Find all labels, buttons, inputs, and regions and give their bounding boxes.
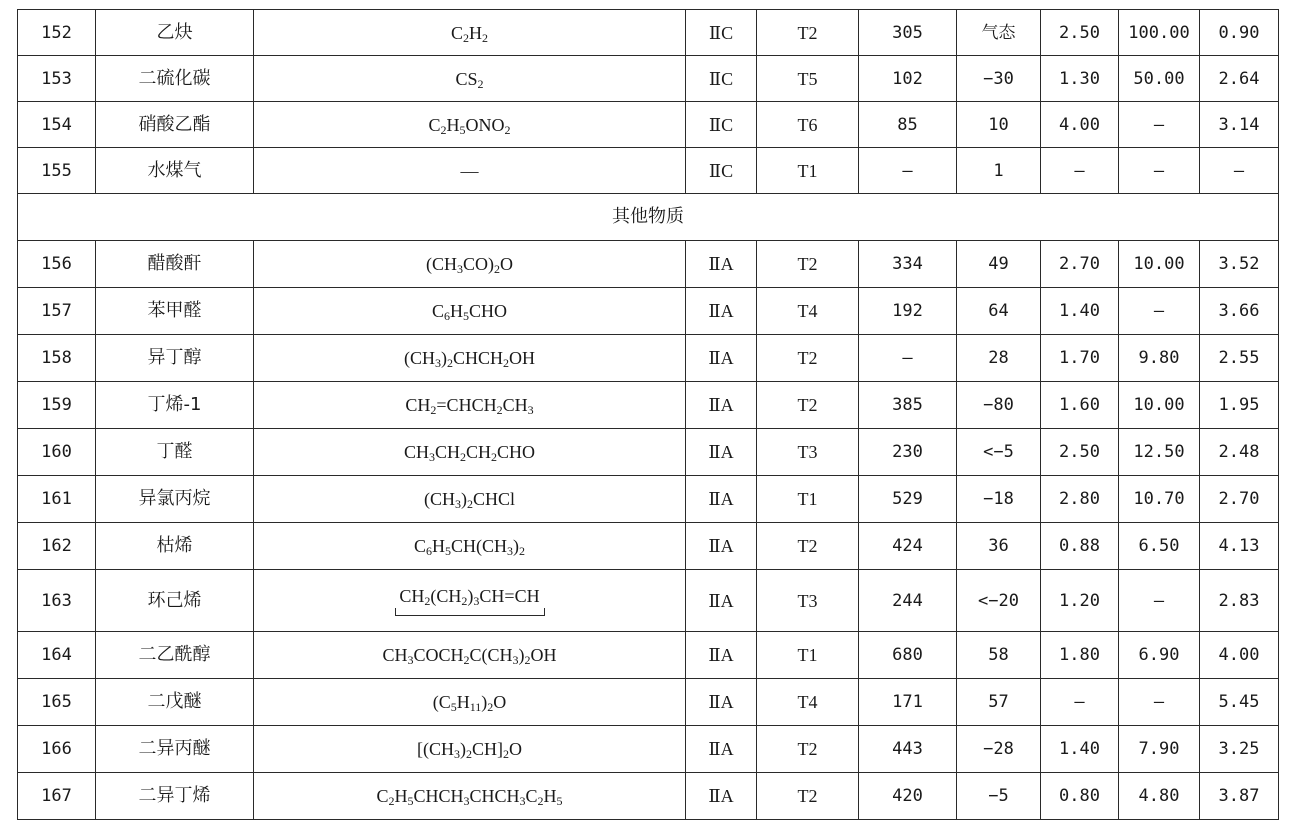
gas-group: ⅡA bbox=[686, 570, 757, 632]
value-col-7: 1.80 bbox=[1041, 632, 1119, 679]
temperature-class: T3 bbox=[757, 570, 859, 632]
table-row bbox=[18, 288, 1279, 335]
value-col-6: 气态 bbox=[957, 10, 1041, 56]
value-col-5: 102 bbox=[859, 56, 957, 102]
chemical-formula: $C_6H_5CHO$ bbox=[254, 288, 686, 335]
table-row bbox=[18, 382, 1279, 429]
value-col-7: 1.40 bbox=[1041, 288, 1119, 335]
value-col-8: 7.90 bbox=[1119, 726, 1200, 773]
value-col-5: — bbox=[859, 335, 957, 382]
substance-name: 二乙酰醇 bbox=[96, 632, 254, 679]
value-col-7: 0.88 bbox=[1041, 523, 1119, 570]
temperature-class: T1 bbox=[757, 148, 859, 194]
row-number: 161 bbox=[18, 476, 96, 523]
value-col-9: 3.14 bbox=[1200, 102, 1279, 148]
table-row bbox=[18, 10, 1279, 56]
chemical-formula: $(CH_3)_2CHCH_2OH$ bbox=[254, 335, 686, 382]
value-col-9: 0.90 bbox=[1200, 10, 1279, 56]
value-col-8: 9.80 bbox=[1119, 335, 1200, 382]
gas-group: ⅡA bbox=[686, 476, 757, 523]
temperature-class: T6 bbox=[757, 102, 859, 148]
value-col-8: — bbox=[1119, 102, 1200, 148]
value-col-9: 3.66 bbox=[1200, 288, 1279, 335]
value-col-7: 2.50 bbox=[1041, 10, 1119, 56]
gas-group: ⅡA bbox=[686, 382, 757, 429]
other-substances-rows bbox=[18, 241, 1279, 820]
substance-name: 丁烯-1 bbox=[96, 382, 254, 429]
value-col-5: 244 bbox=[859, 570, 957, 632]
row-number: 166 bbox=[18, 726, 96, 773]
value-col-7: 0.80 bbox=[1041, 773, 1119, 820]
value-col-6: <−5 bbox=[957, 429, 1041, 476]
value-col-7: 4.00 bbox=[1041, 102, 1119, 148]
value-col-7: 1.20 bbox=[1041, 570, 1119, 632]
value-col-8: 12.50 bbox=[1119, 429, 1200, 476]
value-col-8: — bbox=[1119, 570, 1200, 632]
value-col-7: 2.80 bbox=[1041, 476, 1119, 523]
value-col-7: 1.70 bbox=[1041, 335, 1119, 382]
table-row bbox=[18, 773, 1279, 820]
gas-group: ⅡC bbox=[686, 102, 757, 148]
table-row bbox=[18, 335, 1279, 382]
gas-group: ⅡC bbox=[686, 56, 757, 102]
substance-name: 丁醛 bbox=[96, 429, 254, 476]
value-col-6: 57 bbox=[957, 679, 1041, 726]
value-col-5: 171 bbox=[859, 679, 957, 726]
value-col-9: 2.55 bbox=[1200, 335, 1279, 382]
value-col-5: 529 bbox=[859, 476, 957, 523]
temperature-class: T2 bbox=[757, 382, 859, 429]
row-number: 157 bbox=[18, 288, 96, 335]
temperature-class: T1 bbox=[757, 632, 859, 679]
value-col-6: 10 bbox=[957, 102, 1041, 148]
value-col-8: — bbox=[1119, 288, 1200, 335]
substance-name: 环己烯 bbox=[96, 570, 254, 632]
gas-group: ⅡA bbox=[686, 429, 757, 476]
value-col-7: 1.40 bbox=[1041, 726, 1119, 773]
table-row bbox=[18, 102, 1279, 148]
gas-group: ⅡA bbox=[686, 335, 757, 382]
row-number: 159 bbox=[18, 382, 96, 429]
chemical-formula: $C_6H_5CH(CH_3)_2$ bbox=[254, 523, 686, 570]
value-col-7: 1.30 bbox=[1041, 56, 1119, 102]
value-col-8: — bbox=[1119, 148, 1200, 194]
temperature-class: T2 bbox=[757, 523, 859, 570]
chemical-formula: $CH_3CH_2CH_2CHO$ bbox=[254, 429, 686, 476]
value-col-9: 2.48 bbox=[1200, 429, 1279, 476]
substance-name: 硝酸乙酯 bbox=[96, 102, 254, 148]
chemical-formula: $CH_3COCH_2C(CH_3)_2OH$ bbox=[254, 632, 686, 679]
value-col-6: −30 bbox=[957, 56, 1041, 102]
chemical-formula: $[(CH_3)_2CH]_2O$ bbox=[254, 726, 686, 773]
value-col-9: 1.95 bbox=[1200, 382, 1279, 429]
chemical-formula: $CH_2=CHCH_2CH_3$ bbox=[254, 382, 686, 429]
table-row bbox=[18, 148, 1279, 194]
chemical-formula bbox=[254, 570, 686, 632]
table-row bbox=[18, 523, 1279, 570]
value-col-9: 3.52 bbox=[1200, 241, 1279, 288]
value-col-9: — bbox=[1200, 148, 1279, 194]
table-row bbox=[18, 56, 1279, 102]
gas-group: ⅡA bbox=[686, 632, 757, 679]
value-col-6: 64 bbox=[957, 288, 1041, 335]
gas-group: ⅡC bbox=[686, 10, 757, 56]
row-number: 152 bbox=[18, 10, 96, 56]
value-col-7: 1.60 bbox=[1041, 382, 1119, 429]
gas-group: ⅡA bbox=[686, 523, 757, 570]
table-row bbox=[18, 679, 1279, 726]
gas-group-iic-rows bbox=[18, 10, 1279, 194]
row-number: 154 bbox=[18, 102, 96, 148]
gas-group: ⅡA bbox=[686, 726, 757, 773]
value-col-9: 2.83 bbox=[1200, 570, 1279, 632]
temperature-class: T4 bbox=[757, 679, 859, 726]
value-col-8: 100.00 bbox=[1119, 10, 1200, 56]
value-col-5: 424 bbox=[859, 523, 957, 570]
chemical-formula: $(CH_3)_2CHCl$ bbox=[254, 476, 686, 523]
value-col-6: 58 bbox=[957, 632, 1041, 679]
table-row bbox=[18, 632, 1279, 679]
chemical-formula: $(C_5H_{11})_2O$ bbox=[254, 679, 686, 726]
row-number: 160 bbox=[18, 429, 96, 476]
value-col-9: 4.13 bbox=[1200, 523, 1279, 570]
value-col-6: −80 bbox=[957, 382, 1041, 429]
row-number: 167 bbox=[18, 773, 96, 820]
value-col-5: — bbox=[859, 148, 957, 194]
value-col-5: 420 bbox=[859, 773, 957, 820]
substance-name: 二硫化碳 bbox=[96, 56, 254, 102]
temperature-class: T5 bbox=[757, 56, 859, 102]
ring-bond-bracket bbox=[395, 608, 545, 616]
row-number: 156 bbox=[18, 241, 96, 288]
value-col-6: −28 bbox=[957, 726, 1041, 773]
gas-group: ⅡC bbox=[686, 148, 757, 194]
temperature-class: T1 bbox=[757, 476, 859, 523]
substance-name: 二异丙醚 bbox=[96, 726, 254, 773]
table-row bbox=[18, 241, 1279, 288]
chemical-formula: $CS_2$ bbox=[254, 56, 686, 102]
value-col-7: — bbox=[1041, 148, 1119, 194]
table-row bbox=[18, 429, 1279, 476]
value-col-9: 2.64 bbox=[1200, 56, 1279, 102]
chemical-formula: — bbox=[254, 148, 686, 194]
value-col-7: 2.70 bbox=[1041, 241, 1119, 288]
row-number: 153 bbox=[18, 56, 96, 102]
value-col-5: 192 bbox=[859, 288, 957, 335]
temperature-class: T2 bbox=[757, 726, 859, 773]
substance-name: 水煤气 bbox=[96, 148, 254, 194]
substance-table bbox=[17, 9, 1279, 820]
value-col-8: 10.00 bbox=[1119, 382, 1200, 429]
row-number: 163 bbox=[18, 570, 96, 632]
substance-name: 乙炔 bbox=[96, 10, 254, 56]
value-col-6: 28 bbox=[957, 335, 1041, 382]
row-number: 165 bbox=[18, 679, 96, 726]
temperature-class: T3 bbox=[757, 429, 859, 476]
gas-group: ⅡA bbox=[686, 773, 757, 820]
row-number: 162 bbox=[18, 523, 96, 570]
section-title: 其他物质 bbox=[18, 194, 1279, 241]
chemical-formula: $C_2H_2$ bbox=[254, 10, 686, 56]
value-col-5: 230 bbox=[859, 429, 957, 476]
value-col-9: 2.70 bbox=[1200, 476, 1279, 523]
row-number: 158 bbox=[18, 335, 96, 382]
ring-formula bbox=[395, 586, 545, 616]
value-col-9: 3.87 bbox=[1200, 773, 1279, 820]
chemical-formula: $(CH_3CO)_2O$ bbox=[254, 241, 686, 288]
row-number: 155 bbox=[18, 148, 96, 194]
substance-name: 枯烯 bbox=[96, 523, 254, 570]
table-row bbox=[18, 570, 1279, 632]
value-col-5: 680 bbox=[859, 632, 957, 679]
value-col-5: 305 bbox=[859, 10, 957, 56]
value-col-7: 2.50 bbox=[1041, 429, 1119, 476]
substance-name: 异氯丙烷 bbox=[96, 476, 254, 523]
substance-name: 苯甲醛 bbox=[96, 288, 254, 335]
gas-group: ⅡA bbox=[686, 679, 757, 726]
value-col-6: 49 bbox=[957, 241, 1041, 288]
value-col-8: 6.50 bbox=[1119, 523, 1200, 570]
temperature-class: T2 bbox=[757, 241, 859, 288]
table-row bbox=[18, 476, 1279, 523]
value-col-6: <−20 bbox=[957, 570, 1041, 632]
value-col-5: 334 bbox=[859, 241, 957, 288]
value-col-8: 6.90 bbox=[1119, 632, 1200, 679]
value-col-8: 10.70 bbox=[1119, 476, 1200, 523]
value-col-9: 3.25 bbox=[1200, 726, 1279, 773]
value-col-9: 4.00 bbox=[1200, 632, 1279, 679]
value-col-8: 4.80 bbox=[1119, 773, 1200, 820]
chemical-formula: $C_2H_5ONO_2$ bbox=[254, 102, 686, 148]
substance-name: 醋酸酐 bbox=[96, 241, 254, 288]
value-col-8: 10.00 bbox=[1119, 241, 1200, 288]
substance-name: 异丁醇 bbox=[96, 335, 254, 382]
temperature-class: T4 bbox=[757, 288, 859, 335]
chemical-formula: $C_2H_5CHCH_3CHCH_3C_2H_5$ bbox=[254, 773, 686, 820]
substance-name: 二戊醚 bbox=[96, 679, 254, 726]
value-col-9: 5.45 bbox=[1200, 679, 1279, 726]
gas-group: ⅡA bbox=[686, 288, 757, 335]
value-col-6: −18 bbox=[957, 476, 1041, 523]
value-col-7: — bbox=[1041, 679, 1119, 726]
value-col-5: 85 bbox=[859, 102, 957, 148]
value-col-8: 50.00 bbox=[1119, 56, 1200, 102]
gas-group: ⅡA bbox=[686, 241, 757, 288]
temperature-class: T2 bbox=[757, 10, 859, 56]
value-col-6: −5 bbox=[957, 773, 1041, 820]
row-number: 164 bbox=[18, 632, 96, 679]
value-col-6: 1 bbox=[957, 148, 1041, 194]
value-col-8: — bbox=[1119, 679, 1200, 726]
table-row bbox=[18, 726, 1279, 773]
temperature-class: T2 bbox=[757, 773, 859, 820]
section-header bbox=[18, 194, 1279, 241]
value-col-5: 443 bbox=[859, 726, 957, 773]
value-col-5: 385 bbox=[859, 382, 957, 429]
ring-formula-text: $CH_2(CH_2)_3CH=CH$ bbox=[399, 585, 540, 608]
substance-name: 二异丁烯 bbox=[96, 773, 254, 820]
value-col-6: 36 bbox=[957, 523, 1041, 570]
temperature-class: T2 bbox=[757, 335, 859, 382]
